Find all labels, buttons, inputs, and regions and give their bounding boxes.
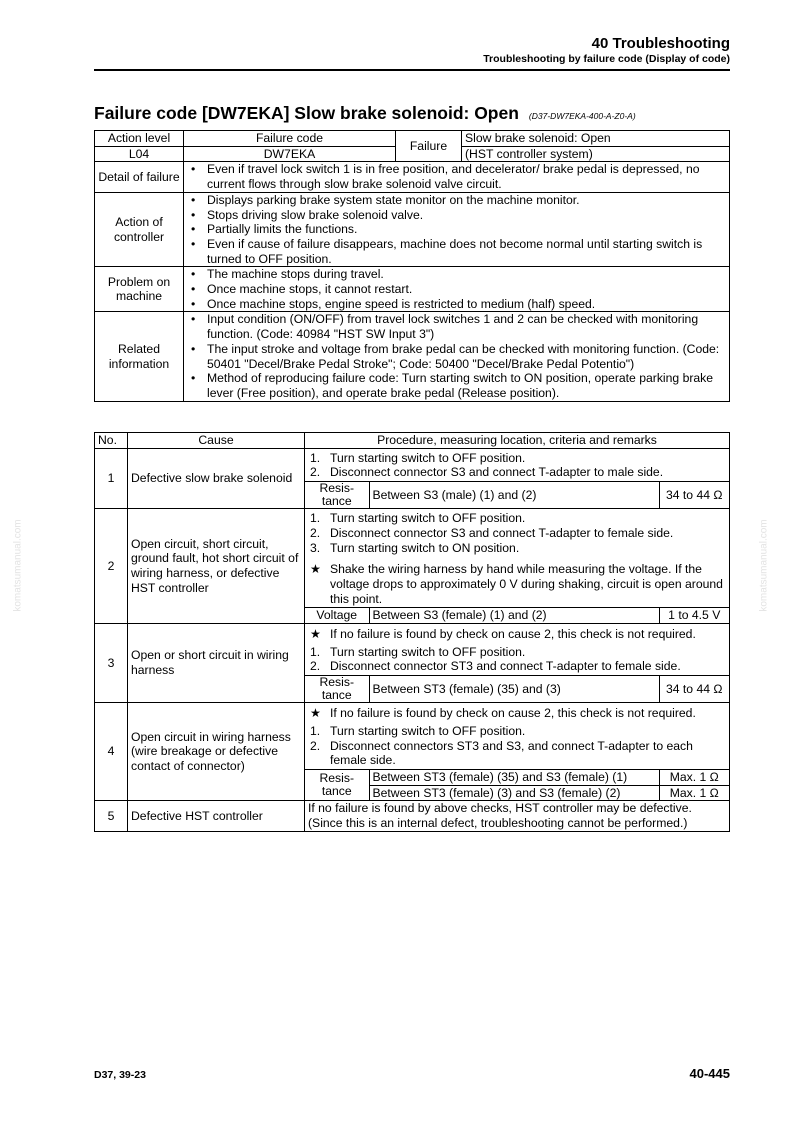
- watermark-right: komatsumanual.com: [758, 519, 770, 612]
- action-item: • Stops driving slow brake solenoid valve.: [187, 208, 726, 223]
- cause-text: Defective slow brake solenoid: [128, 448, 305, 508]
- problem-item: • The machine stops during travel.: [187, 267, 726, 282]
- failure-system: (HST controller system): [462, 146, 730, 162]
- related-item: • Input condition (ON/OFF) from travel lock switches 1 and 2 can be checked with monitoring function. (Code: 40984 "HST SW Input 3"): [187, 312, 726, 341]
- step-item: 1. Turn starting switch to OFF position.: [310, 450, 526, 465]
- meas-label: Voltage: [305, 608, 369, 623]
- section-title: 40 Troubleshooting: [591, 35, 730, 52]
- cause-no: 2: [95, 509, 128, 624]
- action-item: • Displays parking brake system state monitor on the machine monitor.: [187, 193, 726, 208]
- remark-note: ★ If no failure is found by check on cause 2, this check is not required.: [310, 627, 696, 642]
- step-item: 3. Turn starting switch to ON position.: [310, 540, 520, 555]
- page-title: [94, 103, 636, 124]
- cause-table: [94, 432, 730, 832]
- meas-label: Resis- tance: [305, 482, 369, 509]
- measurement-table: [305, 675, 729, 702]
- detail-label: Detail of failure: [95, 162, 184, 192]
- problem-list: [184, 267, 730, 312]
- step-item: 2. Disconnect connector S3 and connect T-adapter to female side.: [310, 525, 674, 540]
- meas-value: Max. 1 Ω: [659, 785, 729, 800]
- measurement-table: [305, 481, 729, 508]
- step-item: 2. Disconnect connector ST3 and connect T-adapter to female side.: [310, 659, 681, 674]
- failure-code-value: DW7EKA: [184, 146, 396, 162]
- meas-label: Resis- tance: [305, 676, 369, 703]
- failure-info-table: [94, 130, 730, 402]
- cause-no: 1: [95, 448, 128, 508]
- procedure-header: Procedure, measuring location, criteria and remarks: [305, 433, 730, 449]
- cause-text: Open or short circuit in wiring harness: [128, 624, 305, 703]
- meas-location: Between ST3 (female) (35) and S3 (female) (1): [369, 769, 659, 785]
- header-rule: [94, 69, 730, 71]
- action-item: • Partially limits the functions.: [187, 222, 726, 237]
- step-item: 1. Turn starting switch to OFF position.: [310, 723, 526, 738]
- action-list: [184, 192, 730, 267]
- measurement-table: [305, 769, 729, 800]
- problem-item: • Once machine stops, it cannot restart.: [187, 282, 726, 297]
- action-item: • Even if cause of failure disappears, machine does not become normal until starting switch is turned to OFF position.: [187, 237, 726, 266]
- step-item: 1. Turn starting switch to OFF position.: [310, 644, 526, 659]
- failure-code-header: Failure code: [184, 131, 396, 147]
- related-label: Related information: [95, 312, 184, 401]
- footer-model: D37, 39-23: [94, 1069, 146, 1081]
- remark-note: ★ Shake the wiring harness by hand while measuring the voltage. If the voltage drops to approximately 0 V during shaking, circuit is open around this point.: [310, 562, 723, 606]
- related-item: • Method of reproducing failure code: Turn starting switch to ON position, operate parking brake lever (Free position), and operate brake pedal (Release position).: [187, 371, 726, 400]
- related-item: • The input stroke and voltage from brake pedal can be checked with monitoring function. (Code: 50401 "Decel/Brake Pedal Stroke"; Code: 50400 "Decel/Brake Pedal Potentio"): [187, 342, 726, 371]
- cause-no: 5: [95, 801, 128, 831]
- page-title-main: Failure code [DW7EKA] Slow brake solenoid: Open: [94, 103, 519, 123]
- cause-no: 4: [95, 703, 128, 801]
- meas-value: 1 to 4.5 V: [659, 608, 729, 623]
- action-level-value: L04: [95, 146, 184, 162]
- cause-text: Defective HST controller: [128, 801, 305, 831]
- measurement-table: [305, 607, 729, 623]
- meas-location: Between S3 (male) (1) and (2): [369, 482, 659, 509]
- footer-page: 40-445: [689, 1066, 730, 1081]
- failure-name: Slow brake solenoid: Open: [462, 131, 730, 147]
- star-icon: ★: [310, 627, 321, 642]
- meas-location: Between ST3 (female) (35) and (3): [369, 676, 659, 703]
- detail-item: • Even if travel lock switch 1 is in free position, and decelerator/ brake pedal is depressed, no current flows through slow brake solenoid valve circuit.: [187, 162, 726, 191]
- cause-row: [95, 801, 730, 831]
- cause-no: 3: [95, 624, 128, 703]
- procedure-text: If no failure is found by above checks, HST controller may be defective. (Since this is an internal defect, troubleshooting cannot be performed.): [305, 801, 730, 831]
- failure-header: Failure: [396, 131, 462, 162]
- cause-row: [95, 448, 730, 508]
- meas-value: 34 to 44 Ω: [659, 482, 729, 509]
- remark-note: ★ If no failure is found by check on cause 2, this check is not required.: [310, 706, 696, 721]
- cause-row: [95, 624, 730, 703]
- star-icon: ★: [310, 562, 321, 577]
- step-item: 2. Disconnect connectors ST3 and S3, and connect T-adapter to each female side.: [310, 738, 693, 768]
- meas-value: Max. 1 Ω: [659, 769, 729, 785]
- meas-value: 34 to 44 Ω: [659, 676, 729, 703]
- cause-row: [95, 703, 730, 801]
- meas-location: Between S3 (female) (1) and (2): [369, 608, 659, 623]
- cause-row: [95, 509, 730, 624]
- problem-item: • Once machine stops, engine speed is restricted to medium (half) speed.: [187, 297, 726, 312]
- step-item: 1. Turn starting switch to OFF position.: [310, 511, 526, 526]
- cause-header: Cause: [128, 433, 305, 449]
- cause-text: Open circuit in wiring harness (wire breakage or defective contact of connector): [128, 703, 305, 801]
- meas-location: Between ST3 (female) (3) and S3 (female) (2): [369, 785, 659, 800]
- meas-label: Resis- tance: [305, 769, 369, 800]
- detail-text: [184, 162, 730, 192]
- related-list: [184, 312, 730, 401]
- action-level-header: Action level: [95, 131, 184, 147]
- no-header: No.: [95, 433, 128, 449]
- problem-label: Problem on machine: [95, 267, 184, 312]
- cause-text: Open circuit, short circuit, ground fault, hot short circuit of wiring harness, or defective HST controller: [128, 509, 305, 624]
- watermark-left: komatsumanual.com: [12, 519, 24, 612]
- star-icon: ★: [310, 706, 321, 721]
- subsection-title: Troubleshooting by failure code (Display of code): [483, 53, 730, 65]
- step-item: 2. Disconnect connector S3 and connect T-adapter to male side.: [310, 465, 664, 480]
- action-label: Action of controller: [95, 192, 184, 267]
- page-title-ref: (D37-DW7EKA-400-A-Z0-A): [528, 111, 636, 121]
